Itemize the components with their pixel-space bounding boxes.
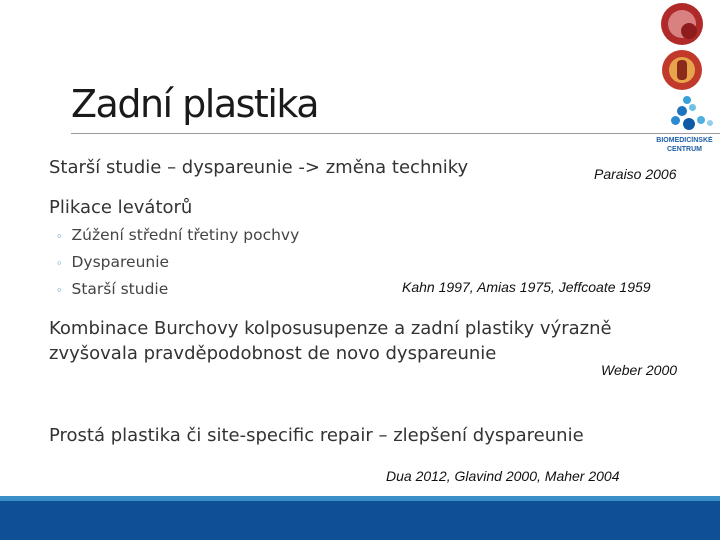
subpoint-dyspareunia: ◦ Dyspareunie xyxy=(56,253,170,271)
bullet-icon: ◦ xyxy=(56,257,63,270)
point-burch-combination-line1: Kombinace Burchovy kolposusupenze a zadní plastiky výrazně xyxy=(49,318,612,339)
citation-weber: Weber 2000 xyxy=(601,362,678,378)
point-site-specific-repair: Prostá plastika či site-specific repair – zlepšení dyspareunie xyxy=(49,425,584,446)
subpoint-narrowing: ◦ Zúžení střední třetiny pochvy xyxy=(56,226,300,244)
citation-dua-glavind-maher: Dua 2012, Glavind 2000, Maher 2004 xyxy=(386,468,620,484)
biomedical-center-logo-icon xyxy=(655,96,720,132)
footer-bar xyxy=(0,501,720,540)
bullet-icon: ◦ xyxy=(56,230,63,243)
university-seal-logo xyxy=(661,3,703,45)
citation-paraiso: Paraiso 2006 xyxy=(594,166,677,182)
biomedical-center-logo-text: BIOMEDICÍNSKÉ CENTRUM xyxy=(656,137,713,153)
point-burch-combination-line2: zvyšovala pravděpodobnost de novo dyspareunie xyxy=(49,343,497,364)
title-divider xyxy=(71,133,720,134)
subpoint-older-studies: ◦ Starší studie xyxy=(56,280,169,298)
citation-kahn-amias-jeffcoate: Kahn 1997, Amias 1975, Jeffcoate 1959 xyxy=(402,279,651,295)
bullet-icon: ◦ xyxy=(56,284,63,297)
slide-title: Zadní plastika xyxy=(71,82,319,126)
point-older-studies: Starší studie – dyspareunie -> změna techniky xyxy=(49,157,469,178)
medical-faculty-logo xyxy=(662,50,702,90)
point-levator-plication: Plikace levátorů xyxy=(49,197,193,218)
